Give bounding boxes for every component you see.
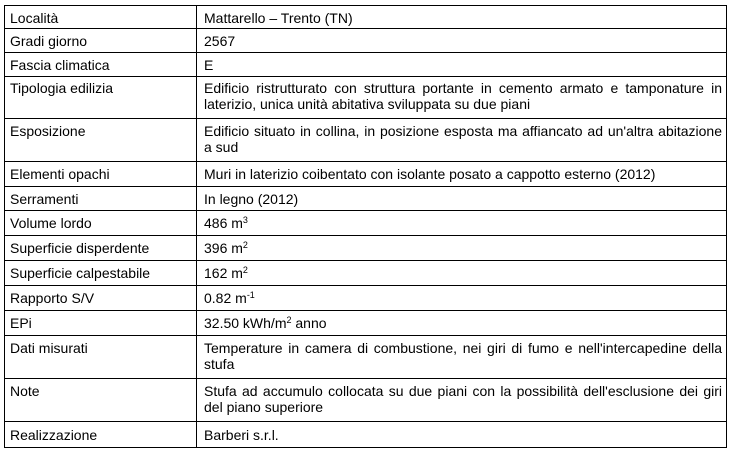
row-value: Barberi s.r.l. xyxy=(197,422,727,448)
unit-exponent: 2 xyxy=(286,315,292,325)
table-row-dati-misurati xyxy=(5,336,727,379)
row-value xyxy=(197,286,727,311)
row-label: Serramenti xyxy=(5,187,197,211)
value-suffix: anno xyxy=(291,315,327,331)
unit-exponent: 2 xyxy=(242,265,248,275)
value-text: 0.82 m xyxy=(204,290,247,306)
table-row-realizzazione xyxy=(5,422,727,448)
row-label: Tipologia edilizia xyxy=(5,77,197,119)
row-label: Rapporto S/V xyxy=(5,286,197,311)
row-value: In legno (2012) xyxy=(197,187,727,211)
row-value xyxy=(197,211,727,236)
unit-exponent: -1 xyxy=(246,290,255,300)
value-text: 162 m xyxy=(204,265,243,281)
row-value: 2567 xyxy=(197,29,727,53)
row-label: Elementi opachi xyxy=(5,162,197,187)
row-value: Mattarello – Trento (TN) xyxy=(197,6,727,29)
row-value: Temperature in camera di combustione, nei giri di fumo e nell'intercapedine della stufa xyxy=(197,336,727,379)
table-row-rapporto-sv xyxy=(5,286,727,311)
row-value xyxy=(197,236,727,261)
row-value: Edificio ristrutturato con struttura portante in cemento armato e tamponature in laterizio, unica unità abitativa sviluppata su due piani xyxy=(197,77,727,119)
table-row-epi xyxy=(5,311,727,336)
row-label: Gradi giorno xyxy=(5,29,197,53)
row-label: Note xyxy=(5,379,197,422)
table-row-volume-lordo xyxy=(5,211,727,236)
row-value xyxy=(197,261,727,286)
building-data-table xyxy=(4,5,727,448)
table-row-gradi-giorno xyxy=(5,29,727,53)
table-row-superficie-calpestabile xyxy=(5,261,727,286)
row-value: Muri in laterizio coibentato con isolante posato a cappotto esterno (2012) xyxy=(197,162,727,187)
table-row-note xyxy=(5,379,727,422)
table-row-esposizione xyxy=(5,119,727,162)
table-row-serramenti xyxy=(5,187,727,211)
row-value xyxy=(197,311,727,336)
table-row-fascia-climatica xyxy=(5,53,727,77)
value-text: 32.50 kWh/m xyxy=(204,315,287,331)
row-label: Volume lordo xyxy=(5,211,197,236)
unit-exponent: 3 xyxy=(242,215,248,225)
row-label: Località xyxy=(5,6,197,29)
value-text: 396 m xyxy=(204,240,243,256)
table-row-elementi-opachi xyxy=(5,162,727,187)
row-label: Dati misurati xyxy=(5,336,197,379)
row-label: Esposizione xyxy=(5,119,197,162)
row-label: Fascia climatica xyxy=(5,53,197,77)
unit-exponent: 2 xyxy=(242,240,248,250)
value-text: 486 m xyxy=(204,215,243,231)
row-value: Edificio situato in collina, in posizione esposta ma affiancato ad un'altra abitazione a sud xyxy=(197,119,727,162)
row-label: Superficie calpestabile xyxy=(5,261,197,286)
table-row-localita xyxy=(5,6,727,29)
table-row-tipologia-edilizia xyxy=(5,77,727,119)
row-label: EPi xyxy=(5,311,197,336)
row-value: Stufa ad accumulo collocata su due piani con la possibilità dell'esclusione dei giri del piano superiore xyxy=(197,379,727,422)
row-label: Realizzazione xyxy=(5,422,197,448)
row-value: E xyxy=(197,53,727,77)
row-label: Superficie disperdente xyxy=(5,236,197,261)
table-row-superficie-disperdente xyxy=(5,236,727,261)
